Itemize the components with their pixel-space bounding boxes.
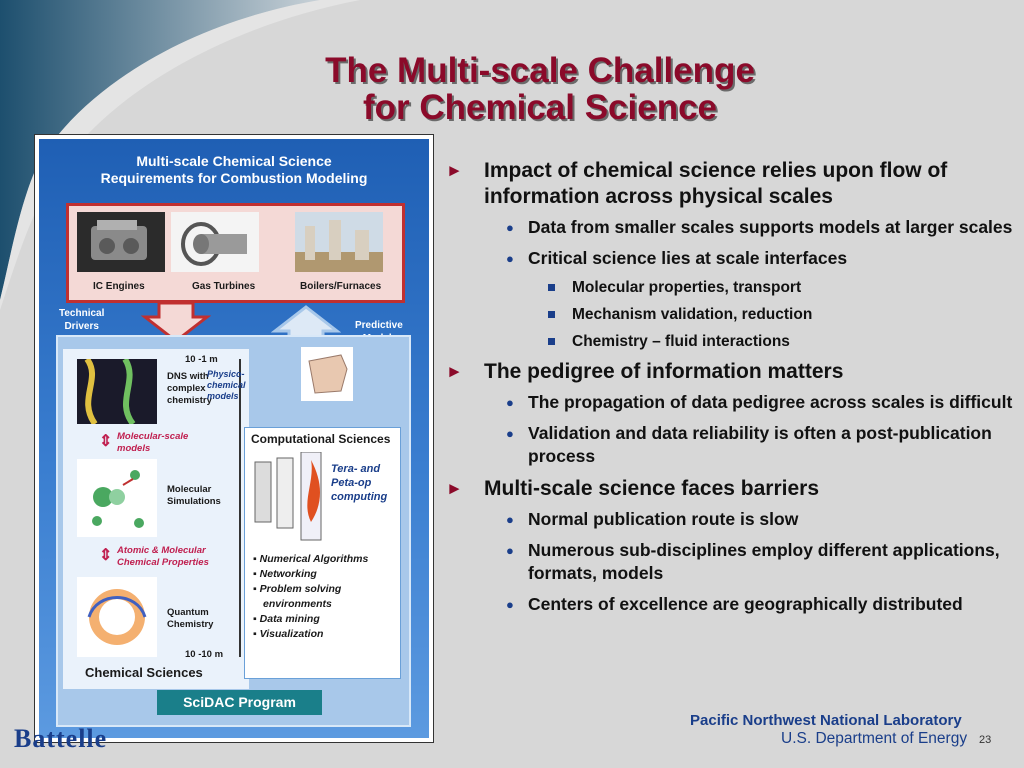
bullet-text: The pedigree of information matters — [484, 360, 844, 383]
boilers-label: Boilers/Furnaces — [300, 281, 382, 292]
molecular-scale-label — [117, 431, 188, 455]
dns-label — [167, 371, 212, 407]
bullet-l2 — [444, 247, 1014, 270]
comp-item-numerical: ▪ Numerical Algorithms — [253, 553, 369, 565]
title-line-2: for Chemical Science — [362, 88, 718, 127]
dot-bullet-icon: ● — [506, 426, 514, 441]
quantum-line-2: Chemistry — [167, 619, 214, 630]
tera-line-1: Tera- and — [331, 463, 381, 475]
model-design-image — [301, 347, 353, 401]
dot-bullet-icon: ● — [506, 543, 514, 558]
chemical-sciences-label: Chemical Sciences — [85, 665, 203, 680]
arrow-bullet-icon: ► — [446, 362, 463, 381]
bullet-text: Mechanism validation, reduction — [572, 306, 813, 323]
scidac-program-badge: SciDAC Program — [157, 690, 322, 715]
molecule-image — [77, 459, 157, 537]
battelle-logo: Battelle — [14, 724, 108, 753]
technical-drivers-box — [66, 203, 405, 303]
bullet-l2 — [444, 216, 1014, 239]
tera-peta-label — [331, 462, 387, 504]
double-arrow-icon: ⇕ — [99, 433, 113, 450]
dns-image — [77, 359, 157, 424]
double-arrow-icon-2: ⇕ — [99, 547, 113, 564]
atomic-properties-label — [117, 545, 209, 569]
comp-item-environments: environments — [263, 598, 332, 610]
bullet-l3 — [444, 332, 1014, 352]
quantum-image — [77, 577, 157, 657]
molecular-sim-line-2: Simulations — [167, 496, 221, 507]
tera-line-3: computing — [331, 491, 388, 503]
tera-line-2: Peta-op — [331, 477, 372, 489]
arrow-bullet-icon: ► — [446, 161, 463, 180]
bullet-text: The propagation of data pedigree across scales is difficult — [528, 392, 1013, 412]
bullet-text: Validation and data reliability is often a post-publication process — [528, 423, 992, 466]
page-number: 23 — [979, 734, 992, 746]
diagram-title-line-1: Multi-scale Chemical Science — [136, 153, 332, 169]
dot-bullet-icon: ● — [506, 251, 514, 266]
dot-bullet-icon: ● — [506, 395, 514, 410]
technical-drivers-line-2: Drivers — [64, 321, 99, 332]
doe-label: U.S. Department of Energy — [781, 730, 968, 747]
bullet-list — [444, 158, 1014, 624]
comp-item-visualization-text: Visualization — [259, 628, 324, 640]
atomic-line-1: Atomic & Molecular — [117, 545, 206, 556]
bullet-text: Data from smaller scales supports models at larger scales — [528, 217, 1013, 237]
bullet-l2 — [444, 539, 1014, 585]
technical-drivers-label — [59, 307, 104, 333]
physico-chemical-label — [207, 369, 246, 402]
scale-axis — [239, 359, 241, 657]
slide-title — [0, 52, 1024, 126]
diagram-background — [39, 139, 429, 738]
dns-line-3: chemistry — [167, 395, 212, 406]
square-bullet-icon — [548, 284, 555, 291]
bullet-text: Chemistry – fluid interactions — [572, 333, 790, 350]
arrow-bullet-icon: ► — [446, 479, 463, 498]
bullet-l2 — [444, 422, 1014, 468]
bullet-text: Normal publication route is slow — [528, 509, 799, 529]
comp-item-numerical-text: Numerical Algorithms — [259, 553, 369, 565]
bullet-l3 — [444, 305, 1014, 325]
bullet-text: Critical science lies at scale interfaces — [528, 248, 848, 268]
physico-line-2: chemical — [207, 380, 246, 390]
scale-bottom-label: 10 -10 m — [185, 649, 224, 660]
bullet-l1 — [444, 158, 1014, 210]
comp-item-data-mining-text: Data mining — [259, 613, 320, 625]
physico-line-3: models — [207, 391, 239, 401]
comp-item-data-mining: ▪ Data mining — [253, 613, 320, 625]
molecular-sim-line-1: Molecular — [167, 484, 212, 495]
dns-line-1: DNS with — [167, 371, 209, 382]
gas-turbine-photo — [171, 212, 259, 272]
ic-engine-photo — [77, 212, 165, 272]
pnnl-label: Pacific Northwest National Laboratory — [690, 712, 962, 729]
comp-item-problem-solving-text: Problem solving — [259, 583, 342, 595]
comp-item-visualization: ▪ Visualization — [253, 628, 324, 640]
comp-item-networking: ▪ Networking — [253, 568, 317, 580]
predictive-line-1: Predictive — [355, 320, 403, 331]
molecular-scale-line-1: Molecular-scale — [117, 431, 189, 442]
molecular-scale-line-2: models — [117, 443, 151, 454]
computational-sciences-label: Computational Sciences — [251, 432, 391, 446]
comp-item-networking-text: Networking — [259, 568, 317, 580]
bullet-text: Centers of excellence are geographically distributed — [528, 594, 963, 614]
bullet-text: Molecular properties, transport — [572, 279, 802, 296]
dot-bullet-icon: ● — [506, 512, 514, 527]
boiler-photo — [295, 212, 383, 272]
bullet-l1 — [444, 359, 1014, 385]
square-bullet-icon — [548, 338, 555, 345]
dot-bullet-icon: ● — [506, 220, 514, 235]
title-line-1: The Multi-scale Challenge — [325, 51, 755, 90]
bullet-text: Impact of chemical science relies upon flow of information across physical scales — [484, 159, 948, 208]
comp-item-problem-solving: ▪ Problem solving — [253, 583, 342, 595]
square-bullet-icon — [548, 311, 555, 318]
quantum-line-1: Quantum — [167, 607, 209, 618]
bullet-text: Numerous sub-disciplines employ different applications, formats, models — [528, 540, 1000, 583]
technical-drivers-line-1: Technical — [59, 308, 105, 319]
computational-list — [253, 552, 368, 642]
computer-flame-image — [251, 452, 327, 542]
scale-top-label: 10 -1 m — [185, 354, 218, 365]
bullet-l2 — [444, 391, 1014, 414]
physico-line-1: Physico- — [207, 369, 245, 379]
computational-sciences-panel — [244, 427, 401, 679]
bullet-text: Multi-scale science faces barriers — [484, 477, 820, 500]
molecular-simulations-label — [167, 484, 221, 508]
diagram-title — [39, 153, 429, 187]
diagram-title-line-2: Requirements for Combustion Modeling — [100, 170, 368, 186]
quantum-chemistry-label — [167, 607, 213, 631]
bullet-l2 — [444, 593, 1014, 616]
dot-bullet-icon: ● — [506, 597, 514, 612]
ic-engines-label: IC Engines — [93, 281, 145, 292]
dns-line-2: complex — [167, 383, 206, 394]
gas-turbines-label: Gas Turbines — [192, 281, 256, 292]
bullet-l2 — [444, 508, 1014, 531]
bullet-l1 — [444, 476, 1014, 502]
multiscale-diagram — [34, 134, 434, 743]
atomic-line-2: Chemical Properties — [117, 557, 209, 568]
bullet-l3 — [444, 278, 1014, 298]
